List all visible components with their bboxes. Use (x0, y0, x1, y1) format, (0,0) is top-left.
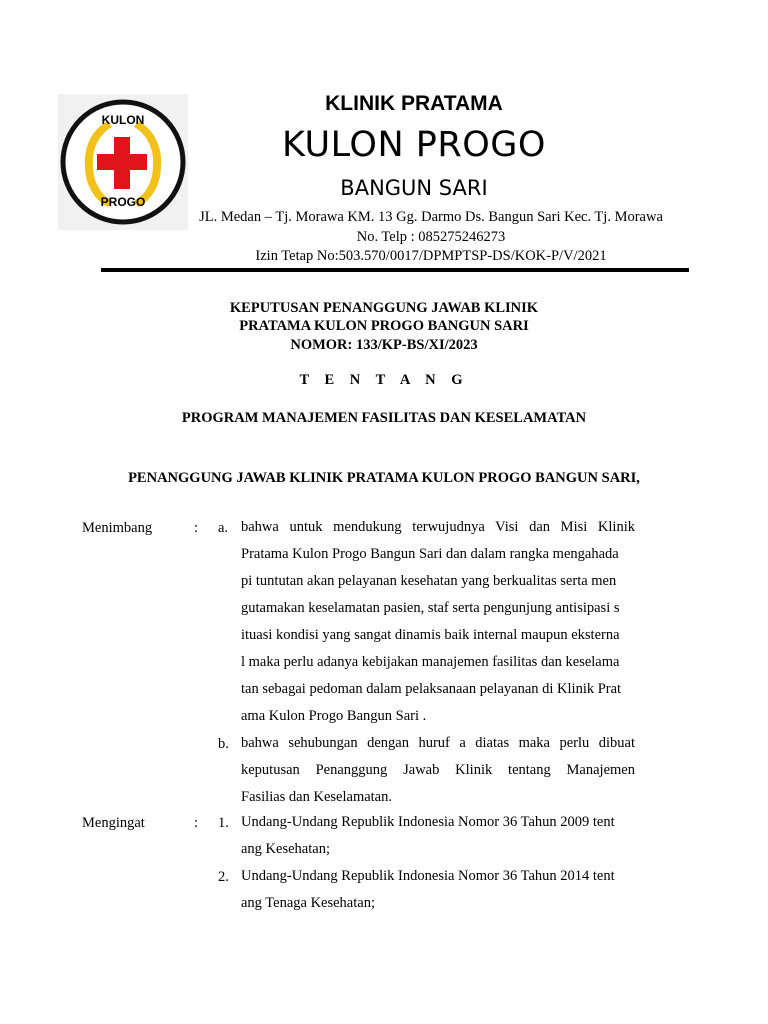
text-line: bahwa sehubungan dengan huruf a diatas maka perlu dibuat (241, 735, 635, 751)
decree-authority: PENANGGUNG JAWAB KLINIK PRATAMA KULON PROGO BANGUN SARI, (128, 470, 640, 486)
text-line: Fasilias dan Keselamatan. (241, 789, 392, 805)
text-line: ama Kulon Progo Bangun Sari . (241, 708, 427, 724)
clinic-address: JL. Medan – Tj. Morawa KM. 13 Gg. Darmo Ds. Bangun Sari Kec. Tj. Morawa (199, 209, 663, 225)
clinic-branch: BANGUN SARI (340, 176, 488, 200)
mengingat-marker-2: 2. (218, 869, 229, 885)
text-line: Pratama Kulon Progo Bangun Sari dan dalam rangka mengahada (241, 546, 619, 562)
decree-about: T E N T A N G (299, 372, 469, 388)
logo-top-text: KULON (101, 113, 145, 127)
text-line: keputusan Penanggung Jawab Klinik tentang Manajemen (241, 762, 635, 778)
decree-program: PROGRAM MANAJEMEN FASILITAS DAN KESELAMATAN (181, 410, 587, 426)
text-line: l maka perlu adanya kebijakan manajemen fasilitas dan keselama (241, 654, 620, 670)
menimbang-label: Menimbang (82, 520, 153, 536)
menimbang-marker-a: a. (218, 520, 229, 536)
text-line: Undang-Undang Republik Indonesia Nomor 36 Tahun 2009 tent (241, 814, 615, 830)
text-line: ituasi kondisi yang sangat dinamis baik internal maupun eksterna (241, 627, 620, 643)
text-line: Undang-Undang Republik Indonesia Nomor 36 Tahun 2014 tent (241, 868, 615, 884)
text-line: bahwa untuk mendukung terwujudnya Visi dan Misi Klinik (241, 519, 635, 535)
menimbang-marker-b: b. (218, 736, 229, 752)
decree-title-line1: KEPUTUSAN PENANGGUNG JAWAB KLINIK (229, 300, 539, 316)
decree-number: NOMOR: 133/KP-BS/XI/2023 (290, 337, 478, 353)
text-line: gutamakan keselamatan pasien, staf serta pengunjung antisipasi s (241, 600, 620, 616)
mengingat-item-1 (241, 809, 635, 863)
menimbang-item-a (241, 514, 635, 730)
clinic-license: Izin Tetap No:503.570/0017/DPMPTSP-DS/KOK-P/V/2021 (255, 248, 607, 264)
text-line: tan sebagai pedoman dalam pelaksanaan pelayanan di Klinik Prat (241, 681, 622, 697)
mengingat-marker-1: 1. (218, 815, 229, 831)
logo-bottom-text: PROGO (100, 195, 146, 209)
mengingat-item-2 (241, 863, 635, 917)
clinic-name: KULON PROGO (282, 125, 546, 165)
text-line: ang Kesehatan; (241, 841, 330, 857)
letterhead-divider (101, 268, 689, 272)
text-line: ang Tenaga Kesehatan; (241, 895, 375, 911)
mengingat-colon: : (194, 815, 199, 831)
text-line: pi tuntutan akan pelayanan kesehatan yang berkualitas serta men (241, 573, 617, 589)
menimbang-colon: : (194, 520, 199, 536)
clinic-phone: No. Telp : 085275246273 (356, 229, 506, 245)
mengingat-label: Mengingat (82, 815, 145, 831)
decree-title-line2: PRATAMA KULON PROGO BANGUN SARI (239, 318, 529, 334)
clinic-type: KLINIK PRATAMA (325, 92, 503, 115)
menimbang-item-b (241, 730, 635, 811)
